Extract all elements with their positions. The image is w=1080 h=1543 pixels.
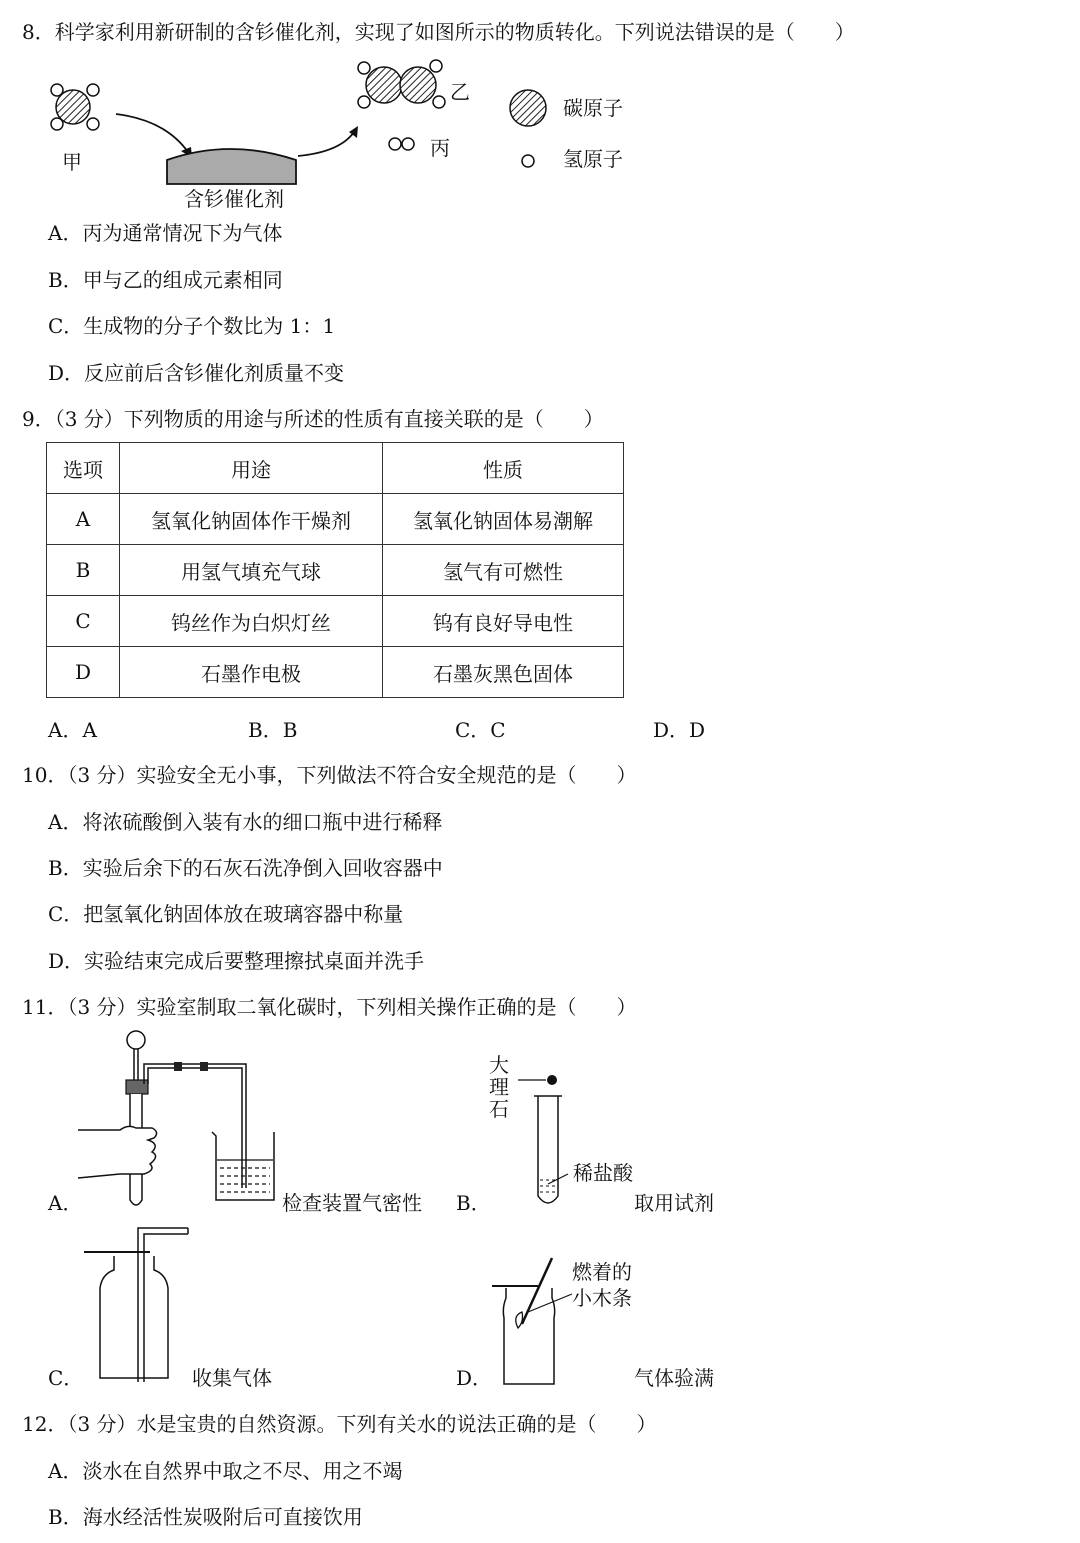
cell-property: 石墨灰黑色固体 [383,647,624,698]
q12-option-a: A．淡水在自然界中取之不尽、用之不竭 [48,1459,403,1483]
label-yi: 乙 [450,80,470,104]
b-label-marble-1: 大 [489,1053,509,1077]
legend-hydrogen-symbol [522,155,534,167]
q11-label-d: D． [456,1366,493,1390]
legend-carbon-symbol [510,90,546,126]
hand-icon [78,1126,157,1178]
table-header-row [47,443,624,494]
legend-carbon-label: 碳原子 [563,96,623,120]
q9-option-c: C．C [455,718,506,742]
q11-caption-d: 气体验满 [634,1366,714,1390]
b-label-marble-2: 理 [489,1075,509,1099]
cell-use: 氢氧化钠固体作干燥剂 [120,494,383,545]
header-option: 选项 [47,443,120,494]
q8-stem: 8．科学家利用新研制的含钐催化剂，实现了如图所示的物质转化。下列说法错误的是（ ） [22,20,855,44]
q10-option-c: C．把氢氧化钠固体放在玻璃容器中称量 [48,902,404,926]
arrow-to-products [298,132,354,156]
table-row [47,494,624,545]
q9-option-b: B．B [248,718,298,742]
molecule-yi [358,60,445,108]
cell-option: B [47,545,120,596]
q9-option-a: A．A [48,718,97,742]
header-property: 性质 [383,443,624,494]
arrow-to-catalyst [116,114,188,152]
q8-option-c: C．生成物的分子个数比为 1：1 [48,314,336,338]
figure-a-airtightness-check [78,1028,288,1218]
q10-option-b: B．实验后余下的石灰石洗净倒入回收容器中 [48,856,443,880]
table-row [47,596,624,647]
label-catalyst: 含钐催化剂 [184,187,284,211]
q10-option-d: D．实验结束完成后要整理擦拭桌面并洗手 [48,949,425,973]
d-label-stick-1: 燃着的 [572,1260,632,1284]
table-row [47,545,624,596]
label-jia: 甲 [62,150,82,174]
q11-label-c: C． [48,1366,84,1390]
b-label-marble-3: 石 [489,1097,509,1121]
figure-c-collect-gas [80,1222,200,1382]
molecule-bing [389,138,414,150]
figure-b-take-reagent [508,1068,598,1208]
q9-option-d: D．D [653,718,706,742]
b-label-acid: 稀盐酸 [573,1161,633,1185]
table-row [47,647,624,698]
cell-option: D [47,647,120,698]
q8-option-a: A．丙为通常情况下为气体 [48,221,283,245]
q12-stem: 12．（3 分）水是宝贵的自然资源。下列有关水的说法正确的是（ ） [22,1412,657,1436]
q11-label-a: A． [48,1191,83,1215]
q11-caption-a: 检查装置气密性 [282,1191,422,1215]
cell-use: 钨丝作为白炽灯丝 [120,596,383,647]
q8-option-b: B．甲与乙的组成元素相同 [48,268,283,292]
cell-use: 石墨作电极 [120,647,383,698]
header-use: 用途 [120,443,383,494]
catalyst-shape [167,149,296,184]
q11-stem: 11．（3 分）实验室制取二氧化碳时，下列相关操作正确的是（ ） [22,995,637,1019]
q11-label-b: B． [456,1191,491,1215]
q10-stem: 10．（3 分）实验安全无小事，下列做法不符合安全规范的是（ ） [22,763,637,787]
q12-option-b: B．海水经活性炭吸附后可直接饮用 [48,1505,363,1529]
cell-use: 用氢气填充气球 [120,545,383,596]
cell-property: 钨有良好导电性 [383,596,624,647]
legend-hydrogen-label: 氢原子 [563,147,623,171]
cell-property: 氢气有可燃性 [383,545,624,596]
label-bing: 丙 [430,136,450,160]
q8-reaction-diagram [40,52,680,222]
q11-caption-c: 收集气体 [192,1366,272,1390]
d-label-stick-2: 小木条 [572,1286,632,1310]
q10-option-a: A．将浓硫酸倒入装有水的细口瓶中进行稀释 [48,810,443,834]
q11-caption-b: 取用试剂 [634,1191,714,1215]
figure-d-test-full [488,1254,578,1384]
molecule-jia [51,84,99,130]
cell-option: A [47,494,120,545]
q8-option-d: D．反应前后含钐催化剂质量不变 [48,361,345,385]
cell-property: 氢氧化钠固体易潮解 [383,494,624,545]
q9-stem: 9．（3 分）下列物质的用途与所述的性质有直接关联的是（ ） [22,407,604,431]
q9-table [46,442,624,698]
cell-option: C [47,596,120,647]
